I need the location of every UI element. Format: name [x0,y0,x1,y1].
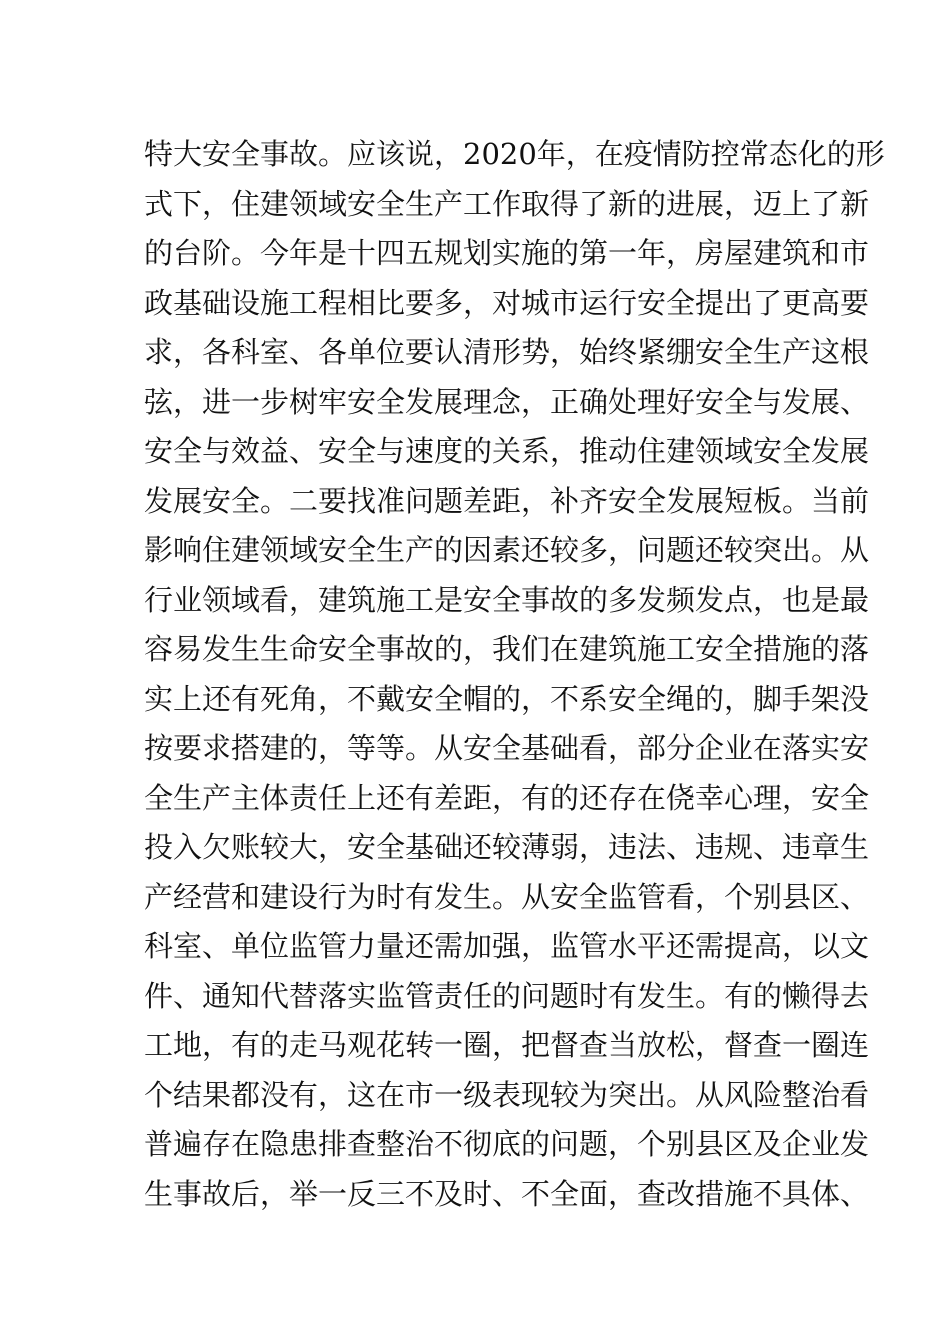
text-line: 发展安全。二要找准问题差距，补齐安全发展短板。当前 [144,483,870,518]
text-line: 特大安全事故。应该说，2020年，在疫情防控常态化的形 [144,137,885,171]
text-line: 政基础设施工程相比要多，对城市运行安全提出了更高要 [144,285,870,320]
text-line: 影响住建领域安全生产的因素还较多，问题还较突出。从 [144,533,870,567]
body-text [144,130,885,1219]
text-line: 按要求搭建的，等等。从安全基础看，部分企业在落实安 [144,731,870,765]
text-line: 生事故后，举一反三不及时、不全面，查改措施不具体、 [144,1176,870,1211]
text-line: 产经营和建设行为时有发生。从安全监管看，个别县区、 [144,879,870,914]
text-line: 科室、单位监管力量还需加强，监管水平还需提高，以文 [144,929,870,963]
text-line: 弦，进一步树牢安全发展理念，正确处理好安全与发展、 [144,384,870,419]
text-line: 式下，住建领域安全生产工作取得了新的进展，迈上了新 [144,186,870,221]
text-line: 工地，有的走马观花转一圈，把督查当放松，督查一圈连 [144,1028,870,1062]
text-line: 件、通知代替落实监管责任的问题时有发生。有的懒得去 [144,978,870,1013]
text-line: 普遍存在隐患排查整治不彻底的问题，个别县区及企业发 [144,1127,870,1161]
text-line: 实上还有死角，不戴安全帽的，不系安全绳的，脚手架没 [144,681,870,716]
text-line: 个结果都没有，这在市一级表现较为突出。从风险整治看 [144,1077,870,1112]
text-line: 全生产主体责任上还有差距，有的还存在侥幸心理，安全 [144,780,870,815]
text-line: 容易发生生命安全事故的，我们在建筑施工安全措施的落 [144,632,870,666]
text-line: 行业领域看，建筑施工是安全事故的多发频发点，也是最 [144,582,870,617]
text-line: 安全与效益、安全与速度的关系，推动住建领域安全发展 [144,434,870,468]
text-line: 的台阶。今年是十四五规划实施的第一年，房屋建筑和市 [144,236,870,270]
text-line: 投入欠账较大，安全基础还较薄弱，违法、违规、违章生 [144,830,870,864]
text-line: 求，各科室、各单位要认清形势，始终紧绷安全生产这根 [144,335,870,369]
